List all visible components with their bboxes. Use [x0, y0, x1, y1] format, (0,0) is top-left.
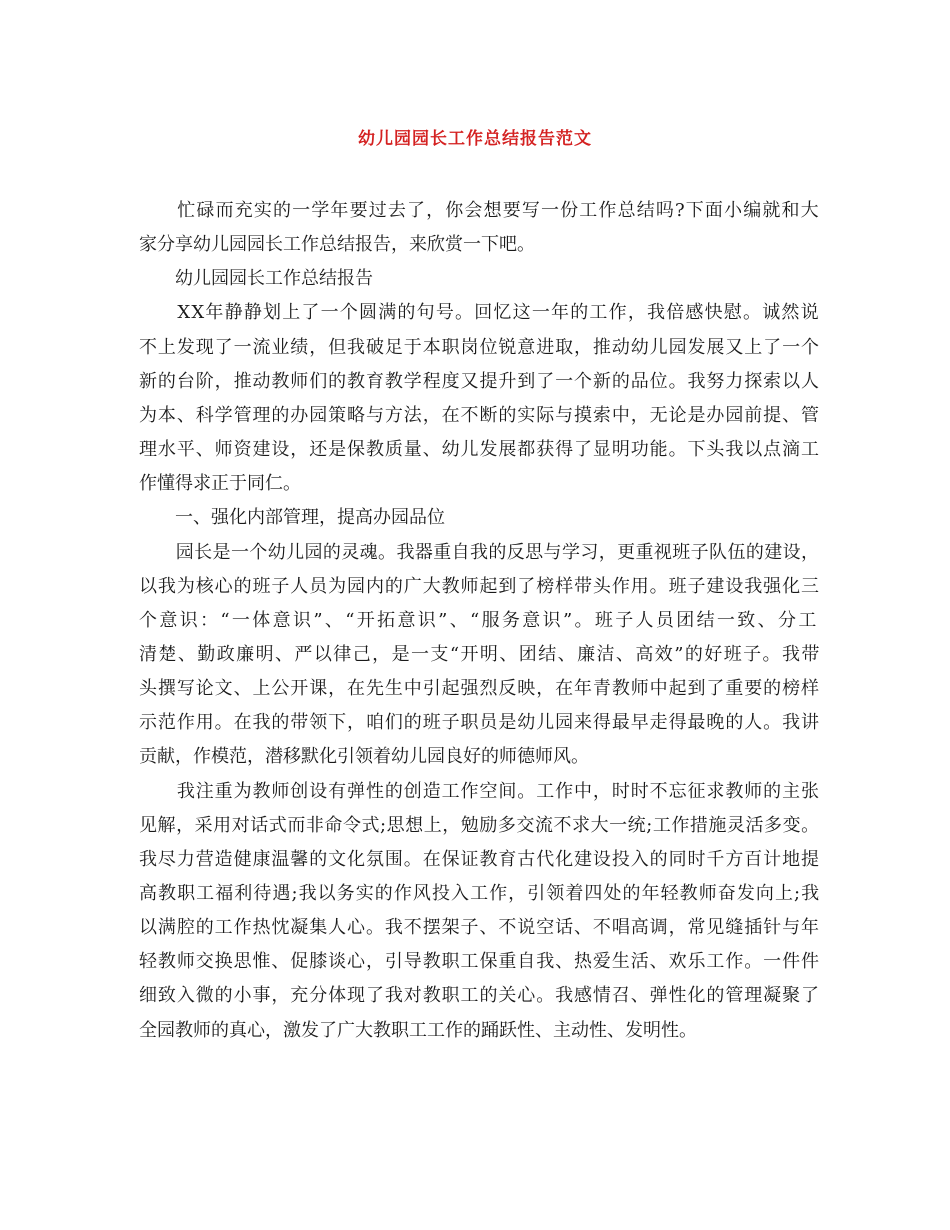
- body-line: 全园教师的真心，激发了广大教职工工作的踊跃性、主动性、发明性。: [139, 1019, 697, 1041]
- body-line: 头撰写论文、上公开课，在先生中引起强烈反映，在年青教师中起到了重要的榜样: [139, 678, 820, 700]
- body-line: 示范作用。在我的带领下，咱们的班子职员是幼儿园来得最早走得最晚的人。我讲: [139, 712, 820, 734]
- body-line: 贡献，作模范，潜移默化引领着幼儿园良好的师德师风。: [139, 746, 589, 768]
- body-line: XX年静静划上了一个圆满的句号。回忆这一年的工作，我倍感快慰。诚然说: [139, 302, 820, 324]
- body-line: 为本、科学管理的办园策略与方法，在不断的实际与摸索中，无论是办园前提、管: [139, 404, 820, 426]
- body-line: 以满腔的工作热忱凝集人心。我不摆架子、不说空话、不唱高调，常见缝插针与年: [139, 917, 820, 939]
- body-line: 园长是一个幼儿园的灵魂。我器重自我的反思与学习，更重视班子队伍的建设，: [139, 541, 820, 563]
- body-line: 幼儿园园长工作总结报告: [139, 268, 373, 290]
- body-line: 新的台阶，推动教师们的教育教学程度又提升到了一个新的品位。我努力探索以人: [139, 370, 820, 392]
- body-line: 不上发现了一流业绩，但我破足于本职岗位锐意进取，推动幼儿园发展又上了一个: [139, 336, 820, 358]
- body-line: 我尽力营造健康温馨的文化氛围。在保证教育古代化建设投入的同时千方百计地提: [139, 848, 820, 870]
- body-line: 忙碌而充实的一学年要过去了，你会想要写一份工作总结吗?下面小编就和大: [139, 200, 820, 221]
- body-line: 理水平、师资建设，还是保教质量、幼儿发展都获得了显明功能。下头我以点滴工: [139, 439, 820, 460]
- body-line: 个意识：“一体意识”、“开拓意识”、“服务意识”。班子人员团结一致、分工: [139, 609, 819, 631]
- body-line: 以我为核心的班子人员为园内的广大教师起到了榜样带头作用。班子建设我强化三: [139, 575, 820, 597]
- body-line: 清楚、勤政廉明、严以律己，是一支“开明、团结、廉洁、高效”的好班子。我带: [139, 644, 821, 665]
- body-line: 我注重为教师创设有弹性的创造工作空间。工作中，时时不忘征求教师的主张: [139, 780, 820, 802]
- body-line: 高教职工福利待遇;我以务实的作风投入工作，引领着四处的年轻教师奋发向上;我: [139, 883, 821, 904]
- body-line: 一、强化内部管理，提高办园品位: [139, 507, 445, 529]
- body-line: 轻教师交换思惟、促膝谈心，引导教职工保重自我、热爱生活、欢乐工作。一件件: [139, 951, 820, 973]
- body-line: 细致入微的小事，充分体现了我对教职工的关心。我感情召、弹性化的管理凝聚了: [139, 985, 820, 1007]
- body-line: 家分享幼儿园园长工作总结报告，来欣赏一下吧。: [139, 234, 535, 256]
- document-title: 幼儿园园长工作总结报告范文: [358, 129, 592, 149]
- body-line: 作懂得求正于同仁。: [139, 473, 301, 495]
- body-line: 见解，采用对话式而非命令式;思想上，勉励多交流不求大一统;工作措施灵活多变。: [139, 814, 820, 836]
